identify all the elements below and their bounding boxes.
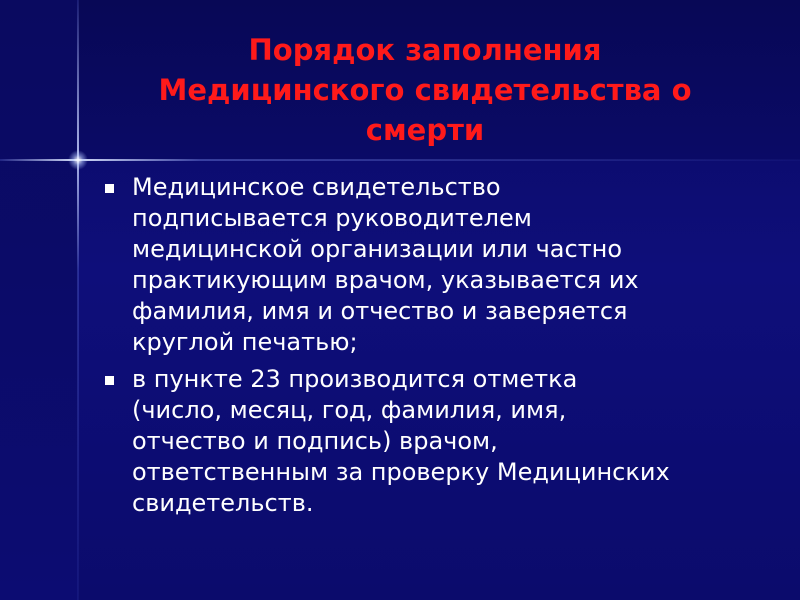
bullet-line: свидетельств.: [132, 489, 314, 517]
bullet-line: подписывается руководителем: [132, 204, 532, 232]
horizontal-light-line: [0, 159, 800, 161]
bullet-line: (число, месяц, год, фамилия, имя,: [132, 396, 567, 424]
bullet-line: медицинской организации или частно: [132, 235, 623, 263]
square-bullet-icon: [105, 376, 114, 385]
bullet-line: фамилия, имя и отчество и заверяется: [132, 297, 628, 325]
bullet-line: ответственным за проверку Медицинских: [132, 458, 670, 486]
slide-title: [100, 30, 750, 150]
bullet-item: [100, 364, 740, 519]
title-line: смерти: [365, 113, 485, 147]
title-line: Порядок заполнения: [248, 33, 602, 67]
sparkle-icon: [68, 150, 88, 170]
bullet-item: [100, 172, 740, 358]
square-bullet-icon: [105, 184, 114, 193]
left-column-decoration: [0, 0, 78, 600]
vertical-light-line: [77, 0, 79, 600]
bullet-line: круглой печатью;: [132, 328, 358, 356]
bullet-list: [100, 172, 740, 525]
bullet-line: в пункте 23 производится отметка: [132, 365, 578, 393]
bullet-line: отчество и подпись) врачом,: [132, 427, 498, 455]
title-line: Медицинского свидетельства о: [158, 73, 692, 107]
bullet-line: практикующим врачом, указывается их: [132, 266, 639, 294]
bullet-line: Медицинское свидетельство: [132, 173, 501, 201]
